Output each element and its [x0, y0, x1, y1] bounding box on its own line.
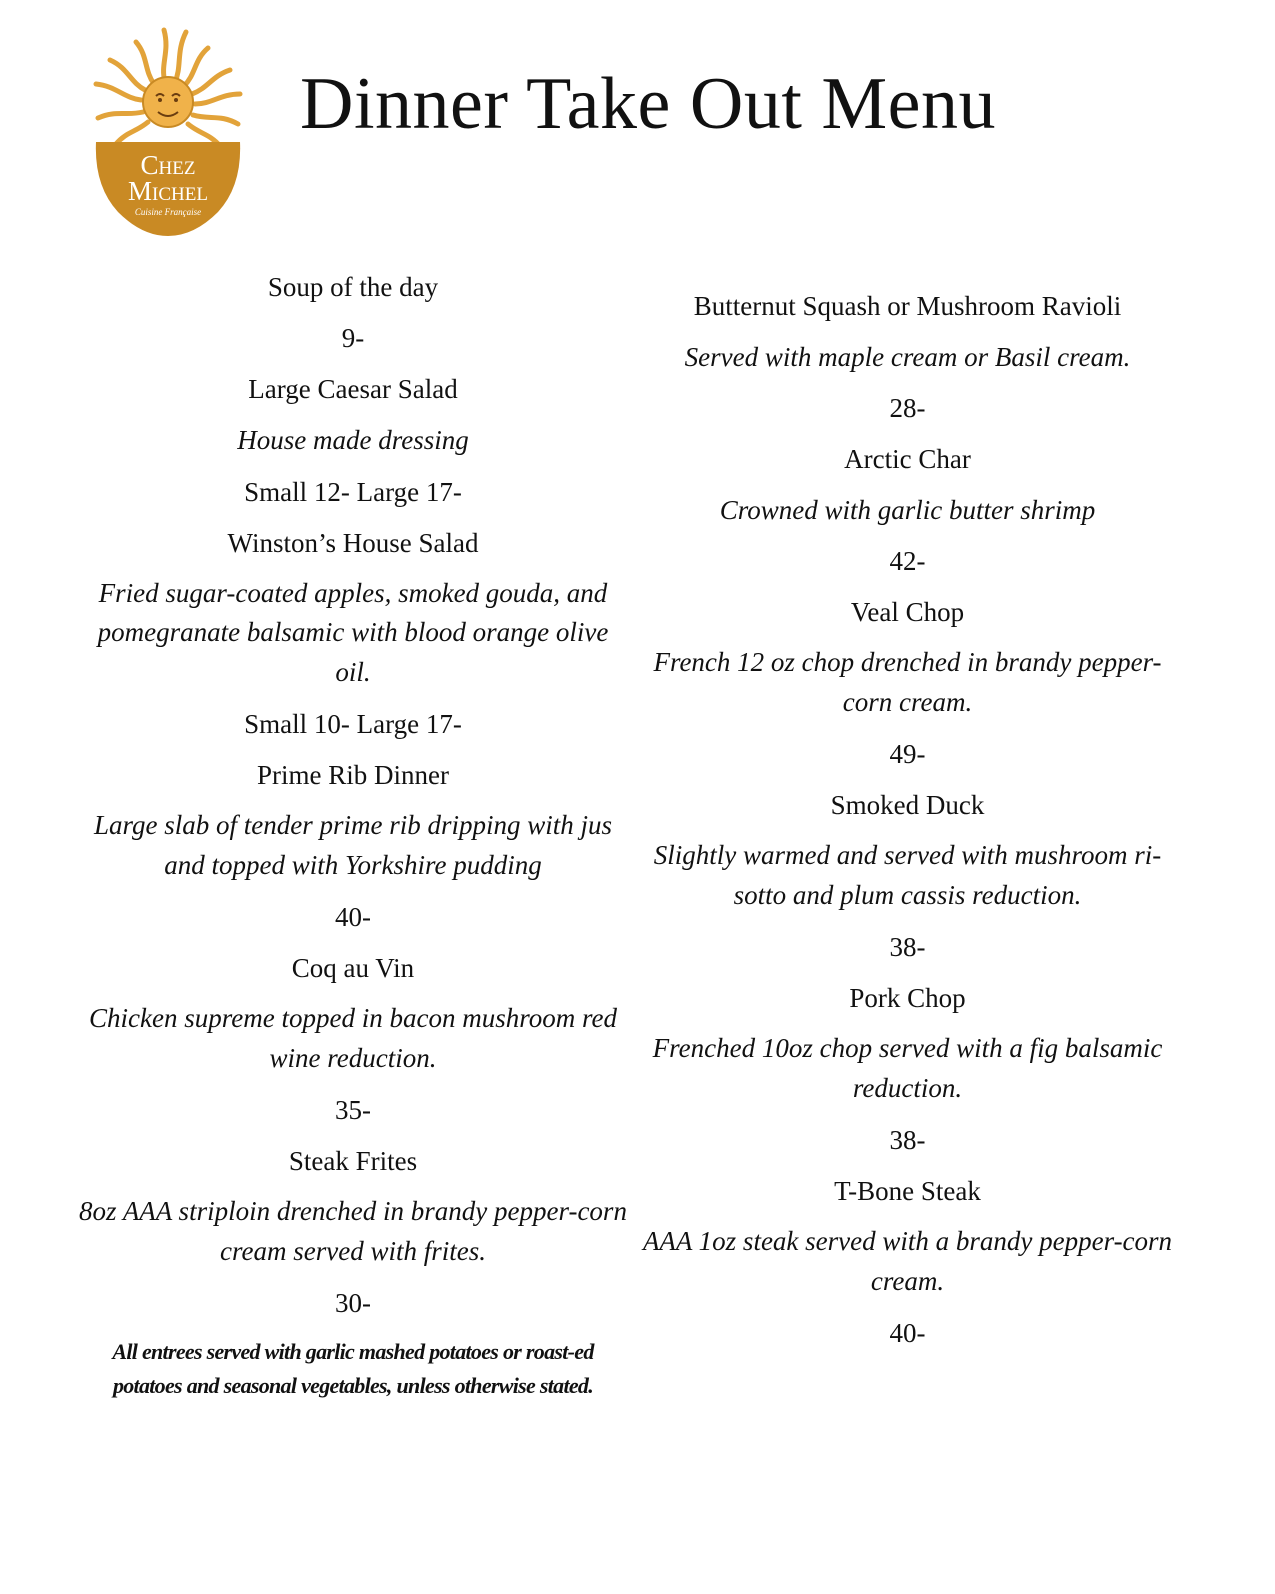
entree-sides-note: All entrees served with garlic mashed potatoes or roast-ed potatoes and seasonal vegetables, unless otherwise stated.	[112, 1339, 594, 1398]
menu-column-left	[78, 262, 628, 1403]
dish-description: AAA 1oz steak served with a brandy pepper-corn cream.	[642, 1226, 1173, 1296]
page-title: Dinner Take Out Menu	[300, 63, 997, 145]
dish-name: Coq au Vin	[291, 953, 415, 983]
dish-price: Small 10- Large 17-	[244, 709, 462, 739]
dish-description: Fried sugar-coated apples, smoked gouda, and pomegranate balsamic with blood orange olive oil.	[97, 577, 609, 687]
logo-tagline: Cuisine Française	[134, 207, 202, 217]
dish-name: Steak Frites	[288, 1146, 418, 1176]
dish-price: 28-	[889, 393, 926, 423]
dish-price: 40-	[889, 1318, 926, 1348]
dish-name: Veal Chop	[850, 597, 965, 627]
logo-line-2: Michel	[128, 176, 208, 206]
menu-column-right	[635, 281, 1180, 1359]
chez-michel-logo	[88, 14, 248, 239]
dish-price: 30-	[335, 1288, 371, 1318]
dish-description: Crowned with garlic butter shrimp	[719, 495, 1096, 525]
dish-description: Chicken supreme topped in bacon mushroom red wine reduction.	[89, 1003, 617, 1073]
dish-description: Frenched 10oz chop served with a fig balsamic reduction.	[652, 1033, 1163, 1103]
dish-name: Pork Chop	[849, 983, 966, 1013]
dish-description: French 12 oz chop drenched in brandy pepper-corn cream.	[653, 647, 1162, 717]
logo-line-1: Chez	[140, 150, 196, 180]
dish-description: 8oz AAA striploin drenched in brandy pepper-corn cream served with frites.	[79, 1196, 627, 1266]
dish-price: 35-	[335, 1095, 371, 1125]
sun-face	[143, 77, 193, 127]
dish-description: Slightly warmed and served with mushroom ri-sotto and plum cassis reduction.	[653, 840, 1162, 910]
dish-description: Large slab of tender prime rib dripping with jus and topped with Yorkshire pudding	[93, 810, 613, 880]
dish-name: Winston’s House Salad	[227, 527, 479, 558]
dish-price: 42-	[889, 546, 926, 576]
dish-price: 38-	[889, 932, 926, 962]
dish-name: Large Caesar Salad	[248, 374, 458, 404]
dish-price: 9-	[341, 323, 365, 353]
dish-name: Soup of the day	[267, 272, 439, 302]
dish-name: Butternut Squash or Mushroom Ravioli	[693, 291, 1122, 321]
dish-price: Small 12- Large 17-	[244, 476, 462, 507]
dish-name: Smoked Duck	[830, 790, 985, 820]
dish-name: Prime Rib Dinner	[257, 760, 449, 790]
dish-price: 40-	[335, 902, 371, 932]
dish-description: Served with maple cream or Basil cream.	[684, 342, 1131, 372]
dish-description: House made dressing	[237, 425, 469, 455]
dish-name: Arctic Char	[844, 444, 971, 474]
dish-name: T-Bone Steak	[834, 1176, 981, 1206]
dish-price: 38-	[889, 1125, 926, 1155]
dish-price: 49-	[889, 739, 926, 769]
